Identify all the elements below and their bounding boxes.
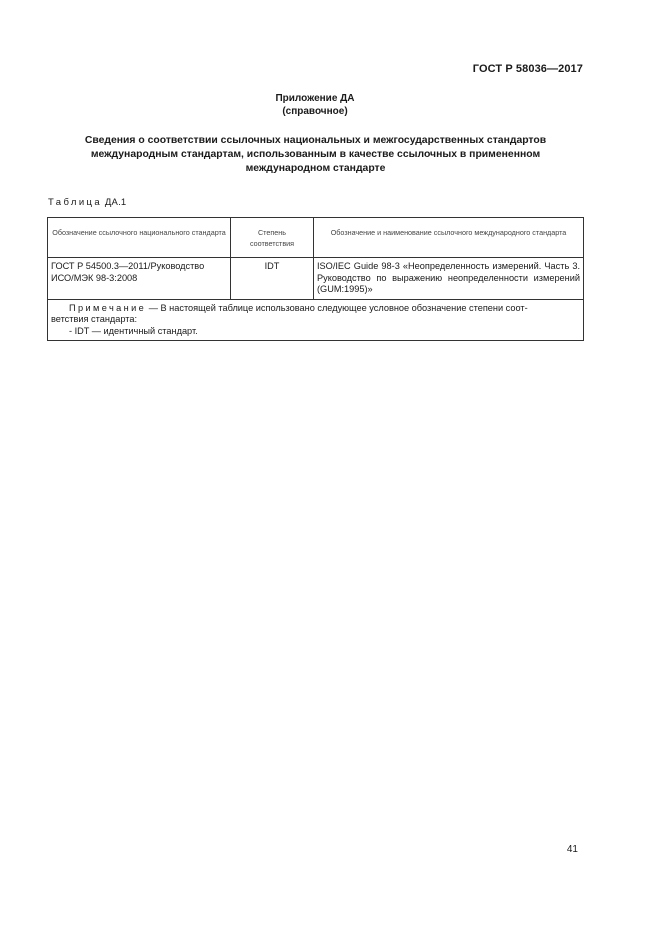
table-header-row — [48, 218, 584, 258]
table-note — [48, 299, 584, 341]
cell-international-standard: ISO/IEC Guide 98-3 «Неопределенность измерений. Часть 3. Руководство по выражению неопределенности измерений (GUM:1995)» — [314, 258, 584, 300]
annex-title: Приложение ДА — [275, 93, 355, 104]
annex-subtitle: (справочное) — [282, 106, 348, 117]
header-national-standard: Обозначение ссылочного национального стандарта — [48, 218, 231, 258]
table-note-row — [48, 299, 584, 341]
header-international-standard: Обозначение и наименование ссылочного международного стандарта — [314, 218, 584, 258]
table-caption — [48, 197, 126, 208]
note-text: — В настоящей таблице использовано следующее условное обозначение степени соот- — [146, 302, 528, 313]
note-line — [51, 303, 580, 315]
note-line: - IDT — идентичный стандарт. — [69, 325, 198, 336]
cell-national-standard: ГОСТ Р 54500.3—2011/Руководство ИСО/МЭК 98-3:2008 — [48, 258, 231, 300]
main-title-line: международном стандарте — [245, 163, 386, 174]
note-line: ветствия стандарта: — [51, 314, 138, 324]
table-caption-word: Таблица — [48, 197, 103, 208]
main-title-line: Сведения о соответствии ссылочных национальных и межгосударственных стандартов — [84, 135, 547, 146]
main-title-line: международным стандартам, использованным в качестве ссылочных в примененном — [90, 149, 541, 160]
table-caption-id: ДА.1 — [104, 197, 127, 208]
document-code: ГОСТ Р 58036—2017 — [472, 63, 583, 75]
note-label: Примечание — [69, 302, 147, 313]
page-number: 41 — [566, 844, 578, 855]
cell-degree: IDT — [231, 258, 314, 300]
header-degree: Степень соответствия — [231, 218, 314, 258]
main-title — [48, 134, 583, 176]
standards-table — [47, 217, 584, 341]
table-row — [48, 258, 584, 300]
